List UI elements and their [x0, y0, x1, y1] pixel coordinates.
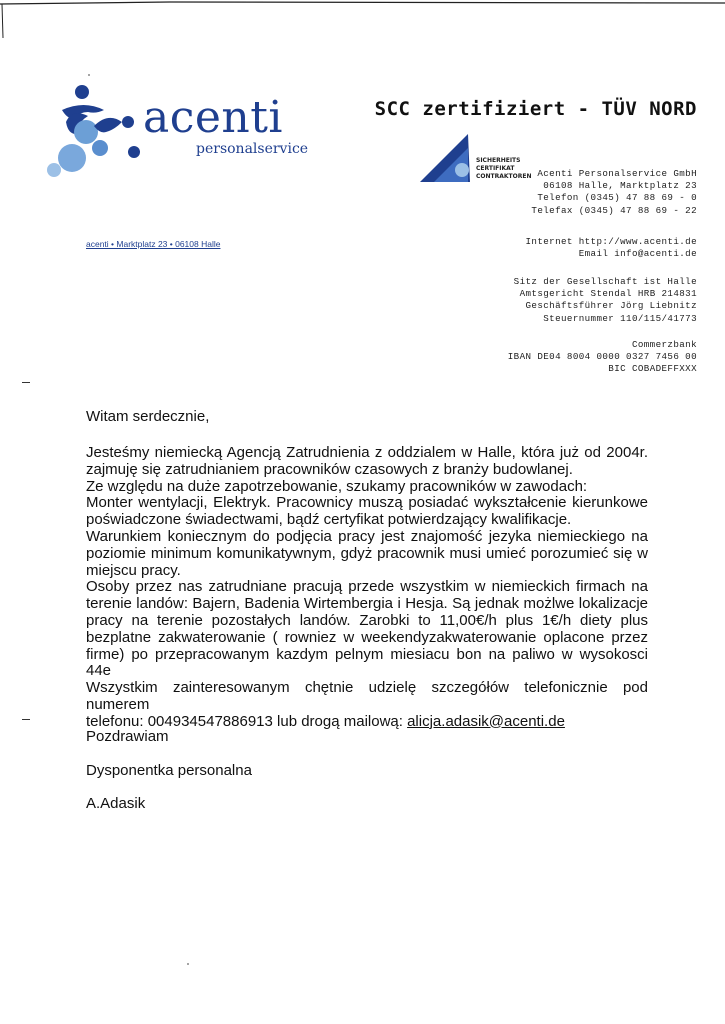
body-line: miejscu pracy.: [86, 561, 181, 579]
signature-name: A.Adasik: [86, 795, 146, 812]
body-line: bezplatne zakwaterowanie ( rowniez w weekendyzakwaterowanie oplacone przez: [86, 628, 648, 646]
certification-title: SCC zertifiziert - TÜV NORD: [374, 98, 697, 120]
fold-mark: [22, 719, 30, 720]
scan-speck: [88, 74, 90, 76]
contact-line: Wszystkim zainteresowanym chętnie udzielę szczegółów telefonicznie pod numerem: [86, 679, 648, 713]
company-address: Acenti Personalservice GmbH 06108 Halle, Marktplatz 23 Telefon (0345) 47 88 69 - 0 Telefax (0345) 47 88 69 - 22: [531, 168, 697, 216]
logo-name: acenti: [143, 92, 284, 143]
sender-address-line: acenti • Marktplatz 23 • 06108 Halle: [86, 239, 221, 249]
contact-paragraph: [86, 680, 648, 730]
position-title: Dysponentka personalna: [86, 762, 252, 779]
body-line: Osoby przez nas zatrudniane pracują przede wszystkim w niemieckich firmach na: [86, 578, 648, 596]
body-line: terenie landów: Bajern, Badenia Wirtembergia i Hesja. Są jednak możlwe lokalizacje: [86, 595, 648, 613]
company-contact: Internet http://www.acenti.de Email info@acenti.de: [525, 236, 697, 260]
logo-tagline: personalservice: [196, 141, 309, 157]
greeting: Witam serdecznie,: [86, 408, 210, 425]
company-bank: Commerzbank IBAN DE04 8004 0000 0327 7456 00 BIC COBADEFFXXX: [507, 339, 697, 375]
body-line: Jesteśmy niemiecką Agencją Zatrudnienia z oddzialem w Halle, która już od 2004r.: [86, 444, 648, 461]
scc-logo-text: SICHERHEITS CERTIFIKAT CONTRAKTOREN: [476, 157, 532, 180]
body-line: pracy na terenie pozostałych landów. Zarobki to 11,00€/h plus 1€/h diety plus: [86, 611, 648, 629]
body-line: poświadczone świadectwami, bądź certyfikat potwierdzający kwalifikacje.: [86, 511, 572, 529]
body-line: firme) po przepracowanym kazdym pelnym miesiacu bon na paliwo w wysokosci 44e: [86, 645, 648, 680]
body-line: zajmuję się zatrudnianiem pracowników czasowych z branży budowlanej.: [86, 460, 573, 478]
scan-speck: [187, 963, 189, 965]
contact-line: telefonu: 004934547886913 lub drogą mailową: alicja.adasik@acenti.de: [86, 712, 565, 730]
body-line: Warunkiem koniecznym do podjęcia pracy jest znajomość jezyka niemieckiego na: [86, 527, 648, 545]
fold-mark: [22, 382, 30, 383]
email-link[interactable]: alicja.adasik@acenti.de: [407, 712, 565, 730]
scan-top-edge: [0, 0, 725, 40]
body-line: poziomie minimum komunikatywnym, gdyż pracownik musi umieć porozumieć się w: [86, 544, 648, 562]
company-registry: Sitz der Gesellschaft ist Halle Amtsgericht Stendal HRB 214831 Geschäftsführer Jörg Liebnitz Steuernummer 110/115/41773: [513, 276, 697, 324]
body-line: Ze względu na duże zapotrzebowanie, szukamy pracowników w zawodach:: [86, 477, 588, 495]
body-line: Monter wentylacji, Elektryk. Pracownicy muszą posiadać wykształcenie kierunkowe: [86, 494, 648, 512]
letter-body: [86, 445, 648, 680]
closing: Pozdrawiam: [86, 728, 169, 745]
